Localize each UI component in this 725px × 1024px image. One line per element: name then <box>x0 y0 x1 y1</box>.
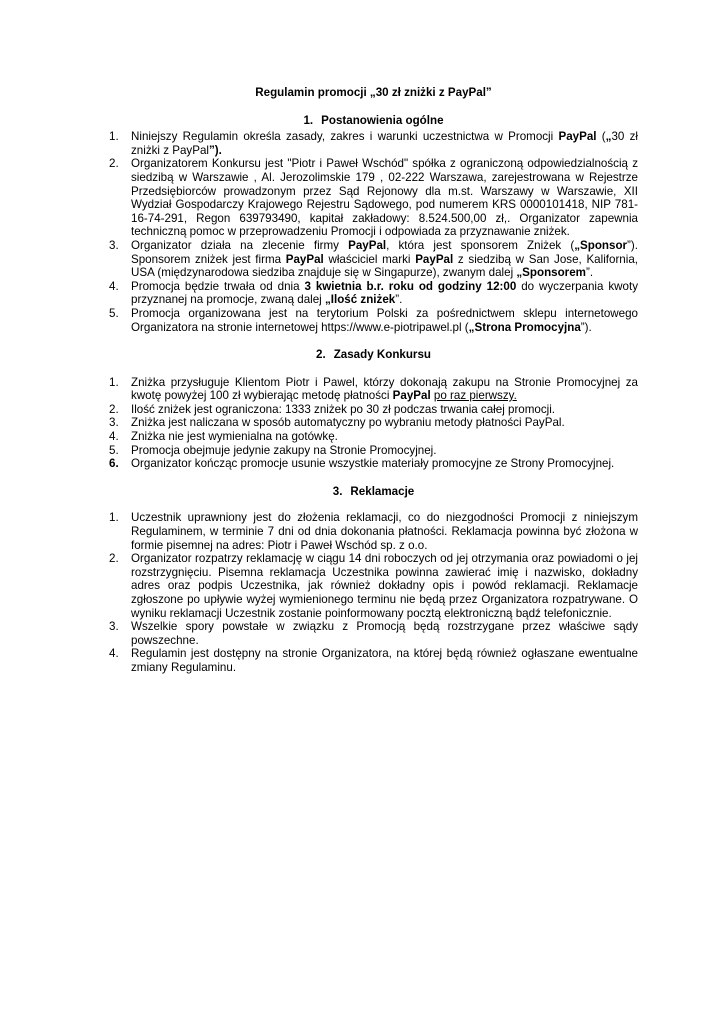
list-item <box>109 444 638 458</box>
section-heading <box>109 485 638 499</box>
list-item-number: 1. <box>109 130 119 144</box>
list-item-number: 2. <box>109 157 119 171</box>
list-item-text <box>131 130 638 157</box>
text-run: Organizatorem Konkursu jest "Piotr i Paweł Wschód" spółka z ograniczoną odpowiedzialnością z siedzibą w Warszawie , Al. Jerozolimskie 179 , 02-222 Warszawa, zarejestrowana w Rejestrze Przedsiębiorców prowadzonym przez Sąd Rejonowy dla m.st. Warszawy w Warszawie, XII Wydział Gospodarczy Krajowego Rejestru Sądowego, pod numerem KRS 0000101418, NIP 781-16-74-291, Regon 639793490, kapitał zakładowy: 8.524.500,00 zł,. Organizator zapewnia techniczną pomoc w przeprowadzeniu Promocji i odpowiada za przyznawanie zniżek. <box>131 157 638 239</box>
bold-text: PayPal <box>415 252 454 266</box>
text-run: Organizator rozpatrzy reklamację w ciągu 14 dni roboczych od jej otrzymania oraz powiadomi o jej rozstrzygnięciu. Pisemna reklamacja Uczestnika powinna zawierać imię i nazwisko, dokładny adres oraz podpis Uczestnika, jak również dokładny opis i powód reklamacji. Reklamacje zgłoszone po upływie wyżej wymienionego terminu nie będą przez Organizatora rozpatrywane. O wyniku reklamacji Uczestnik zostanie poinformowany pocztą elektroniczną bądź telefonicznie. <box>131 552 638 620</box>
text-run: 30 zł zniżki z PayPal <box>131 130 638 157</box>
list-item <box>109 552 638 620</box>
list-item <box>109 430 638 444</box>
list-item <box>109 307 638 334</box>
list-item-text <box>131 511 638 552</box>
list-item <box>109 620 638 647</box>
section-number: 2. <box>316 348 326 362</box>
bold-text: „Strona Promocyjna <box>468 320 581 334</box>
text-run: właściciel marki <box>323 252 416 266</box>
list-item-number: 5. <box>109 443 119 457</box>
list-item-text <box>131 552 638 620</box>
text-run: , która jest sponsorem Zniżek ( <box>386 238 575 252</box>
text-run: Promocja obejmuje jedynie zakupy na Stronie Promocyjnej. <box>131 443 437 457</box>
section-list <box>109 130 638 334</box>
list-item-text <box>131 239 638 280</box>
section-number: 1. <box>303 113 314 127</box>
text-run: Niniejszy Regulamin określa zasady, zakres i warunki uczestnictwa w Promocji <box>131 130 559 144</box>
section-heading-text: Reklamacje <box>350 484 415 498</box>
text-run: Organizator działa na zlecenie firmy <box>131 238 349 252</box>
section-list <box>109 376 638 471</box>
text-run: ”). Sponsorem zniżek jest firma <box>131 238 638 266</box>
list-item-number: 4. <box>109 647 119 661</box>
text-run: Ilość zniżek jest ograniczona: 1333 zniżek po 30 zł podczas trwania całej promocji. <box>131 402 556 416</box>
list-item <box>109 457 638 471</box>
list-item-text <box>131 376 638 403</box>
list-item-number: 6. <box>109 457 119 471</box>
list-item <box>109 416 638 430</box>
list-item-number: 4. <box>109 430 119 444</box>
text-run: Promocja organizowana jest na terytorium Polski za pośrednictwem sklepu internetowego Organizatora na stronie internetowej https://www.e-piotripawel.pl ( <box>131 306 638 334</box>
document-title: Regulamin promocji „30 zł zniżki z PayPal” <box>255 86 492 99</box>
list-item-text <box>131 157 638 239</box>
section-heading-text: Zasady Konkursu <box>333 348 431 362</box>
list-item-number: 1. <box>109 375 119 389</box>
list-item <box>109 239 638 280</box>
list-item-number: 3. <box>109 238 119 252</box>
list-item <box>109 647 638 674</box>
list-item <box>109 403 638 417</box>
list-item-text <box>131 280 638 307</box>
bold-text: „Ilość zniżek <box>324 293 396 307</box>
text-run: Organizator kończąc promocje usunie wszystkie materiały promocyjne ze Strony Promocyjnej. <box>131 457 615 471</box>
underlined-text: po raz pierwszy. <box>433 389 517 403</box>
bold-text: „Sponsorem <box>516 266 586 280</box>
text-run: ”). <box>580 320 592 334</box>
list-item <box>109 511 638 552</box>
document-content <box>109 86 638 675</box>
sections-container <box>109 114 638 675</box>
text-run: Zniżka przysługuje Klientom Piotr i Pawel, którzy dokonają zakupu na Stronie Promocyjnej za kwotę powyżej 100 zł wybierając metodę płatności <box>131 375 638 403</box>
list-item-number: 1. <box>109 511 119 525</box>
bold-text: PayPal <box>348 238 387 252</box>
list-item-text <box>131 647 638 674</box>
section-list <box>109 511 638 674</box>
text-run: z siedzibą w San Jose, Kalifornia, USA (międzynarodowa siedziba znajduje się w Singapurze), zwanym dalej <box>131 252 639 280</box>
list-item <box>109 130 638 157</box>
text-run: do wyczerpania kwoty przyznanej na promocje, zwaną dalej <box>131 279 638 307</box>
list-item <box>109 280 638 307</box>
text-run: ”. <box>585 266 594 280</box>
section-heading <box>109 114 638 128</box>
list-item-number: 2. <box>109 552 119 566</box>
text-run: Wszelkie spory powstałe w związku z Promocją będą rozstrzygane przez właściwe sądy powszechne. <box>131 620 638 647</box>
bold-text: 3 kwietnia b.r. roku od godziny 12:00 <box>304 279 517 293</box>
text-run: Uczestnik uprawniony jest do złożenia reklamacji, co do niezgodności Promocji z niniejszym Regulaminem, w terminie 7 dni od dnia dokonania płatności. Reklamacja powinna być złożona w formie pisemnej na adres: Piotr i Paweł Wschód sp. z o.o. <box>131 511 638 552</box>
bold-text: ”). <box>208 143 222 157</box>
text-run: ”. <box>395 293 403 307</box>
list-item-number: 2. <box>109 402 119 416</box>
bold-text: PayPal <box>285 252 324 266</box>
list-item-text <box>131 307 638 334</box>
list-item-number: 3. <box>109 620 119 634</box>
bold-text: „Sponsor <box>574 238 628 252</box>
section-heading <box>109 348 638 362</box>
list-item-text <box>131 430 638 444</box>
text-run: Regulamin jest dostępny na stronie Organizatora, na której będą również ogłaszane ewentualne zmiany Regulaminu. <box>131 647 638 674</box>
list-item <box>109 157 638 239</box>
bold-text: PayPal <box>392 389 431 403</box>
text-run: Promocja będzie trwała od dnia <box>131 279 305 293</box>
text-run: ( <box>596 130 606 144</box>
list-item-text <box>131 444 638 458</box>
list-item-number: 5. <box>109 306 119 320</box>
list-item-number: 3. <box>109 416 119 430</box>
section-number: 3. <box>332 484 343 498</box>
list-item-number: 4. <box>109 279 119 293</box>
text-run: Zniżka nie jest wymienialna na gotówkę. <box>131 430 338 444</box>
list-item-text <box>131 403 638 417</box>
bold-text: PayPal <box>558 130 597 144</box>
bold-text: „ <box>605 130 612 144</box>
list-item-text <box>131 457 638 471</box>
list-item-text <box>131 416 638 430</box>
list-item-text <box>131 620 638 647</box>
list-item <box>109 376 638 403</box>
section-heading-text: Postanowienia ogólne <box>321 113 444 127</box>
text-run: Zniżka jest naliczana w sposób automatyczny po wybraniu metody płatności PayPal. <box>131 416 565 430</box>
